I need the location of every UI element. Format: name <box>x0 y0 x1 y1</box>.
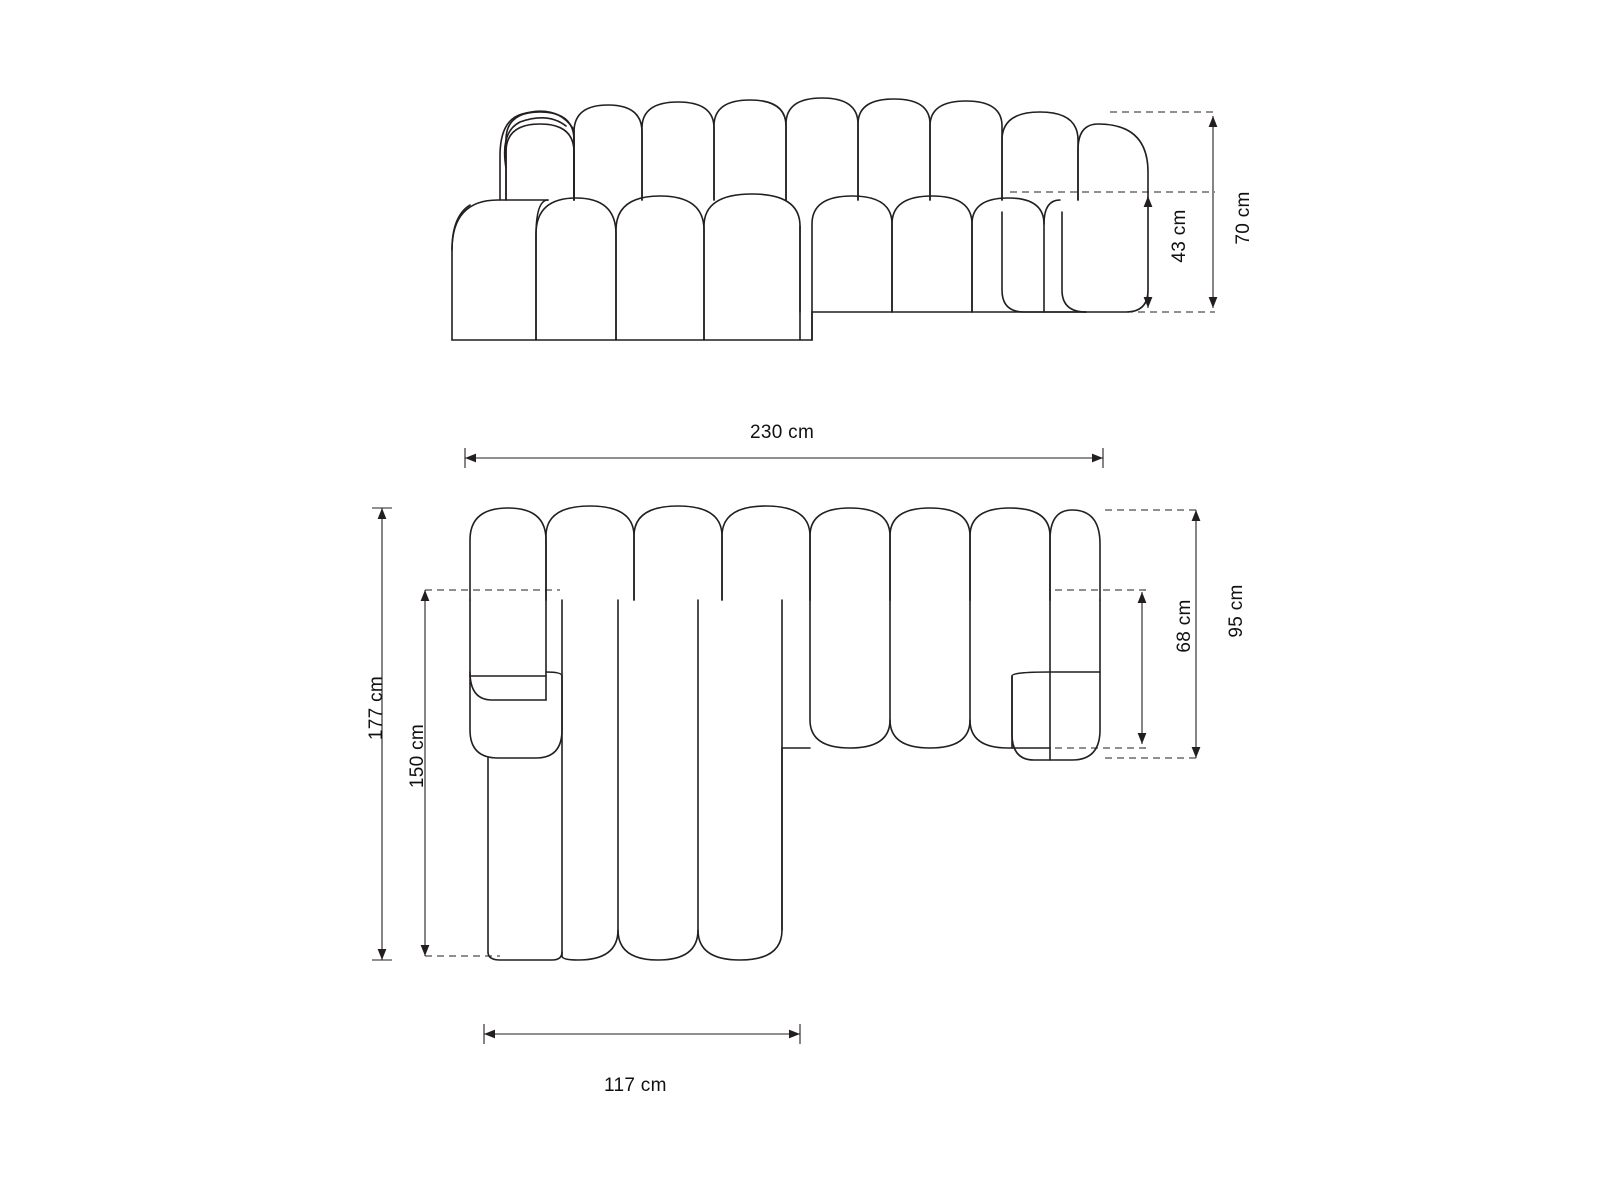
label-front-height-total: 70 cm <box>1233 191 1254 245</box>
label-plan-width-total: 230 cm <box>750 422 815 443</box>
label-plan-arm-depth: 95 cm <box>1226 584 1247 638</box>
label-plan-depth-total: 177 cm <box>366 675 387 741</box>
label-plan-chaise-width: 117 cm <box>604 1075 667 1096</box>
label-plan-depth-inner: 150 cm <box>407 723 428 789</box>
label-front-seat-height: 43 cm <box>1169 209 1190 263</box>
plan-dimension-lines <box>372 508 1200 1044</box>
front-elevation-view <box>452 98 1148 340</box>
label-plan-seat-depth: 68 cm <box>1174 599 1195 653</box>
top-plan-view <box>470 506 1100 960</box>
width-dimension-line <box>465 448 1103 468</box>
